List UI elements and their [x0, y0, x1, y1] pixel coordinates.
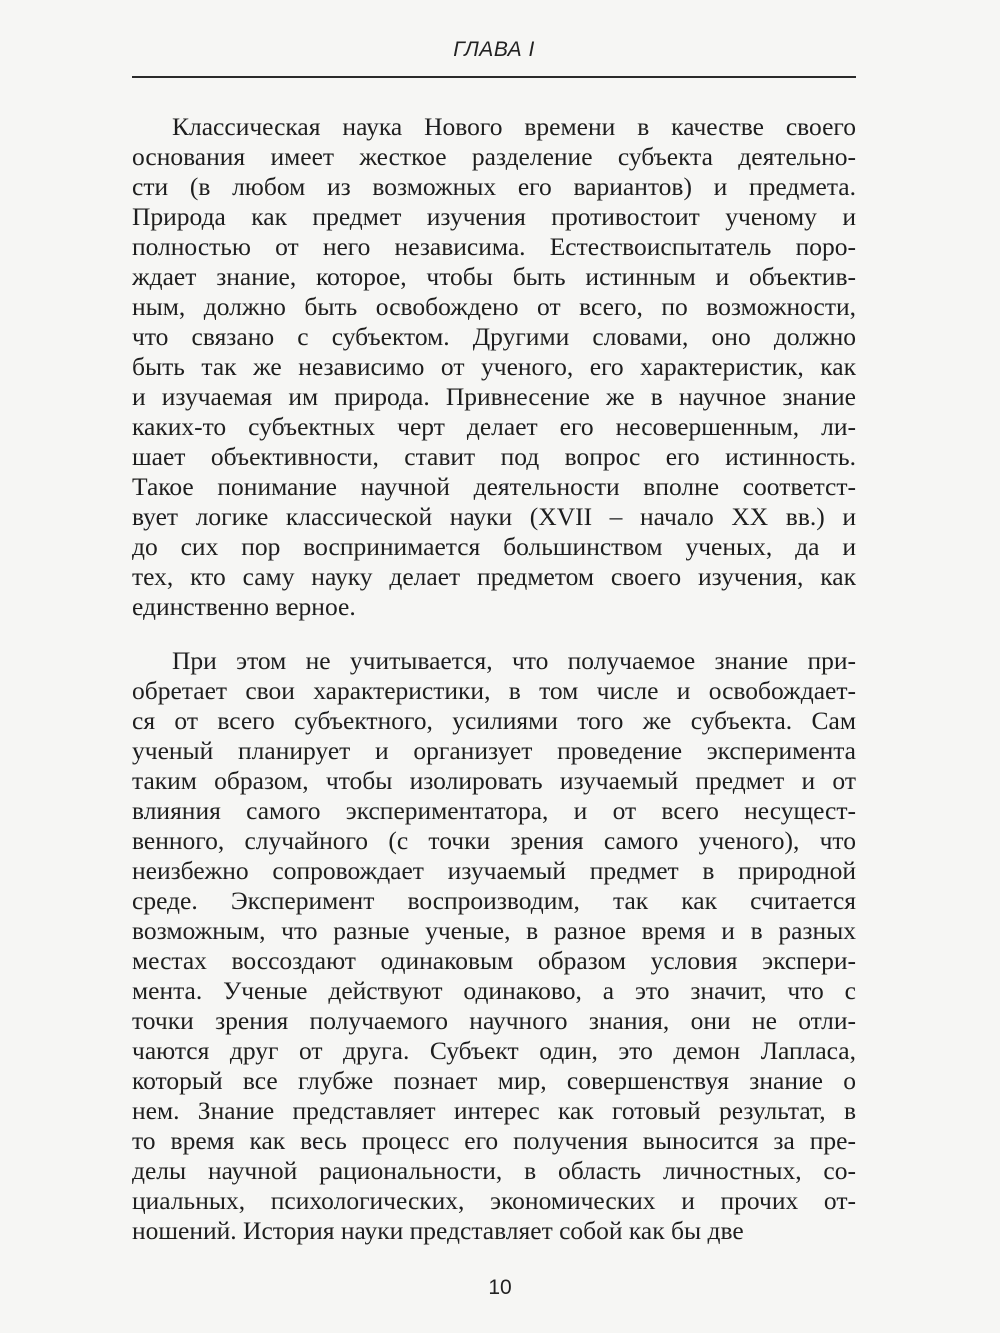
- text-line: точки зрения получаемого научного знания, они не отли-: [132, 1006, 856, 1035]
- page-number: 10: [488, 1276, 512, 1299]
- text-line: вует логике классической науки (XVII – начало XX вв.) и: [132, 502, 856, 531]
- text-line: венного, случайного (с точки зрения самого ученого), что: [132, 826, 856, 855]
- text-line: и изучаемая им природа. Привнесение же в научное знание: [132, 382, 856, 411]
- text-line: неизбежно сопровождает изучаемый предмет в природной: [132, 856, 856, 885]
- text-line: нем. Знание представляет интерес как готовый результат, в: [132, 1096, 856, 1125]
- text-line: чаются друг от друга. Субъект один, это демон Лапласа,: [132, 1036, 856, 1065]
- text-line: каких-то субъектных черт делает его несовершенным, ли-: [132, 412, 856, 441]
- body-text: [132, 112, 856, 1246]
- paragraph-gap: [132, 622, 856, 646]
- running-head: [132, 34, 856, 78]
- text-line: мента. Ученые действуют одинаково, а это значит, что с: [132, 976, 856, 1005]
- text-line: Природа как предмет изучения противостоит ученому и: [132, 202, 856, 231]
- text-line: тех, кто саму науку делает предметом своего изучения, как: [132, 562, 856, 591]
- text-line: Классическая наука Нового времени в качестве своего: [172, 112, 856, 141]
- text-line: быть так же независимо от ученого, его характеристик, как: [132, 352, 856, 381]
- text-line: полностью от него независима. Естествоиспытатель поро-: [132, 232, 856, 261]
- text-line: влияния самого экспериментатора, и от всего несущест-: [132, 796, 856, 825]
- chapter-heading: ГЛАВА I: [453, 38, 535, 61]
- paragraph-2: [132, 646, 856, 1246]
- text-line: до сих пор воспринимается большинством ученых, да и: [132, 532, 856, 561]
- text-line: ся от всего субъектного, усилиями того же субъекта. Сам: [132, 706, 856, 735]
- text-line: то время как весь процесс его получения выносится за пре-: [132, 1126, 856, 1155]
- text-line: возможным, что разные ученые, в разное время и в разных: [132, 916, 856, 945]
- text-line: обретает свои характеристики, в том числе и освобождает-: [132, 676, 856, 705]
- text-line: ным, должно быть освобождено от всего, по возможности,: [132, 292, 856, 321]
- text-line: шает объективности, ставит под вопрос его истинность.: [132, 442, 856, 471]
- text-line: сти (в любом из возможных его вариантов) и предмета.: [132, 172, 856, 201]
- text-line: который все глубже познает мир, совершенствуя знание о: [132, 1066, 856, 1095]
- text-line: При этом не учитывается, что получаемое знание при-: [172, 646, 856, 675]
- text-line: местах воссоздают одинаковым образом условия экспери-: [132, 946, 856, 975]
- text-line: единственно верное.: [132, 592, 356, 621]
- text-line: циальных, психологических, экономических и прочих от-: [132, 1186, 856, 1215]
- text-line: таким образом, чтобы изолировать изучаемый предмет и от: [132, 766, 856, 795]
- text-line: среде. Эксперимент воспроизводим, так как считается: [132, 886, 856, 915]
- text-line: что связано с субъектом. Другими словами, оно должно: [132, 322, 856, 351]
- text-line: основания имеет жесткое разделение субъекта деятельно-: [132, 142, 856, 171]
- text-line: Такое понимание научной деятельности вполне соответст-: [132, 472, 856, 501]
- paragraph-1: [132, 112, 856, 622]
- text-line: делы научной рациональности, в область личностных, со-: [132, 1156, 856, 1185]
- text-line: ношений. История науки представляет собой как бы две: [132, 1216, 744, 1245]
- text-line: ученый планирует и организует проведение эксперимента: [132, 736, 856, 765]
- text-line: ждает знание, которое, чтобы быть истинным и объектив-: [132, 262, 856, 291]
